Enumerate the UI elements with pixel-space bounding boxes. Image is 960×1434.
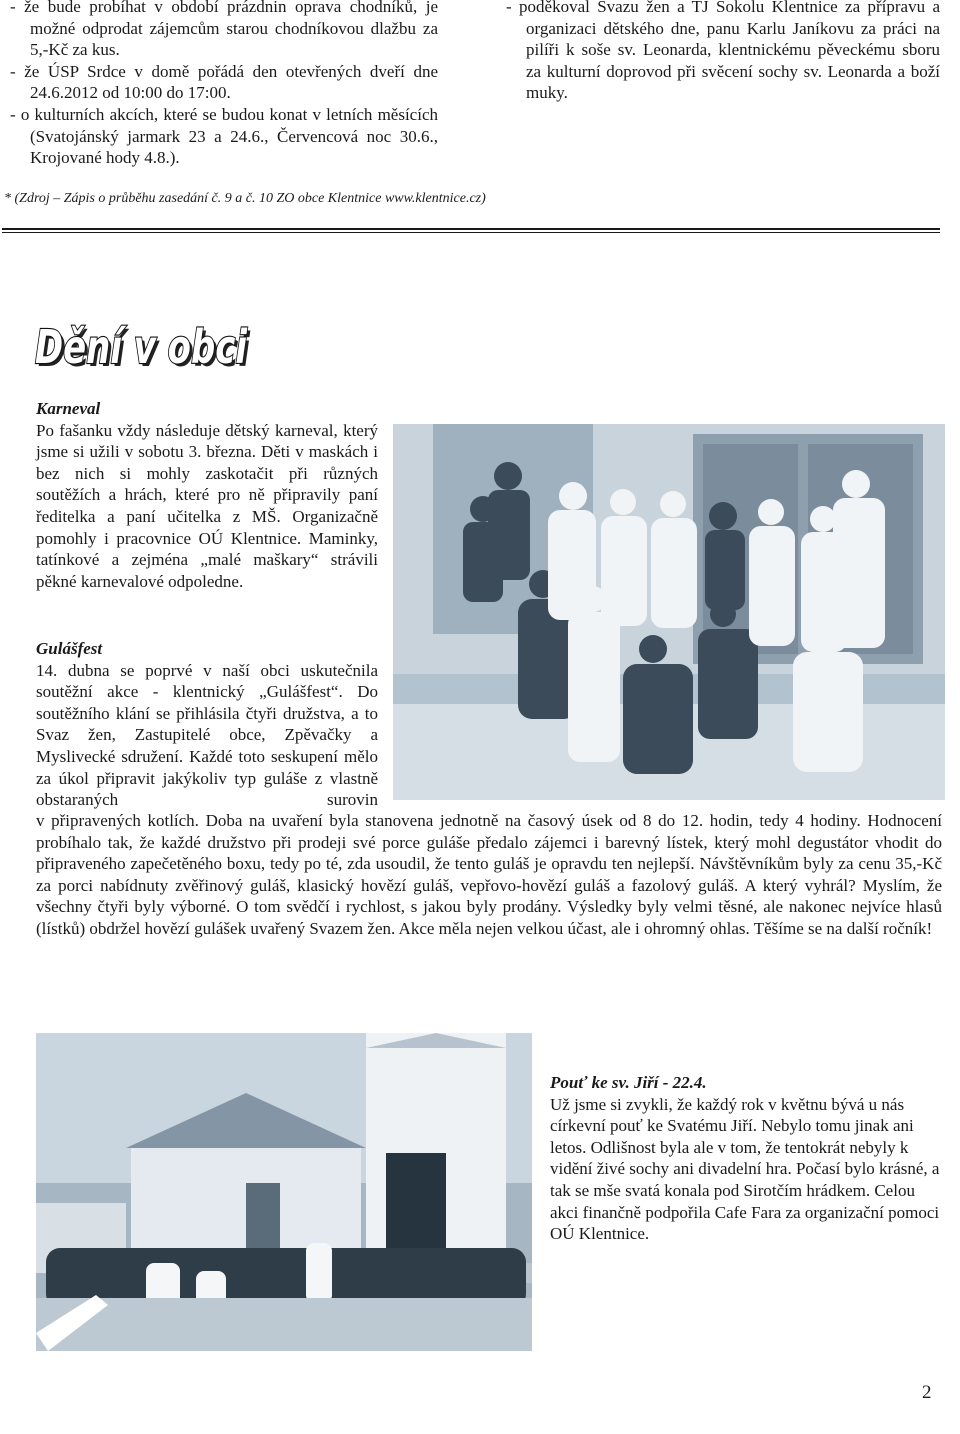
group-photo-image bbox=[393, 424, 945, 800]
list-item: - že ÚSP Srdce v domě pořádá den otevřených dveří dne 24.6.2012 od 10:00 do 17:00. bbox=[10, 61, 438, 103]
church-photo bbox=[36, 1033, 532, 1351]
pout-text: Už jsme si zvykli, že každý rok v květnu bývá u nás církevní pouť ke Svatému Jiří. Nebylo tomu jinak ani letos. Odlišnost byla ale v tom, že tentokrát nebyly k vidění živé sochy ani divadelní hra. Počasí bylo krásné, a tak se mše svatá konala pod Sirotčím hrádkem. Celou akci finančně podpořila Cafe Fara za organizační pomoci OÚ Klentnice. bbox=[550, 1094, 940, 1244]
top-right-list bbox=[500, 0, 940, 104]
church-photo-image bbox=[36, 1033, 532, 1351]
source-note: * (Zdroj – Zápis o průběhu zasedání č. 9 a č. 10 ZO obce Klentnice www.klentnice.cz) bbox=[4, 191, 486, 206]
pout-heading: Pouť ke sv. Jiří - 22.4. bbox=[550, 1073, 707, 1092]
separator-rule bbox=[2, 228, 940, 230]
page-number: 2 bbox=[922, 1382, 932, 1403]
gulasfest-text-full: v připravených kotlích. Doba na uvaření byla stanovena jednotně na časový úsek od 8 do 12. hodin, tedy 4 hodiny. Hodnocení probíhalo tak, že každé družstvo při prodeji své porce guláše předalo zájemci i barevný lístek, který mohl degustátor vhodit do připraveného zapečetěného boxu, tedy po té, zda usoudil, že tento guláš je opravdu ten nejlepší. Návštěvníkům byly za cenu 35,-Kč za porci nabídnuty zvěřinový guláš, klasický hovězí guláš, vepřovo-hovězí guláš a fazolový guláš. A který vyhrál? Myslím, že všechny čtyři byly výborné. O tom svědčí i rychlost, s jakou byly prodány. Výsledky byly velmi těsné, ale nakonec nejvíce hlasů (lístků) obdržel hovězí gulášek uvařený Svazem žen. Akce měla nejen velkou účast, ale i ohromný ohlas. Těšíme se na další ročník! bbox=[36, 811, 942, 938]
top-left-list bbox=[4, 0, 438, 169]
gulasfest-text-column: 14. dubna se poprvé v naší obci uskutečnila soutěžní akce - klentnický „Gulášfest“. Do soutěžního klání se přihlásila čtyři družstva, a to Svaz žen, Zastupitelé obce, Zpěvačky a Myslivecké sdružení. Každé toto seskupení mělo za úkol připravit jakýkoliv typ guláše z vlastně obstaraných surovin bbox=[36, 660, 378, 810]
karneval-text: Po fašanku vždy následuje dětský karneval, který jsme si užili v sobotu 3. března. Děti v maskách i bez nich si mohly zaskotačit při různých soutěžích a hrách, které pro ně připravily paní ředitelka a paní učitelka z MŠ. Organizačně pomohly i pracovnice OÚ Klentnice. Maminky, tatínkové a zejména „malé maškary“ strávili pěkné karnevalové odpoledne. bbox=[36, 420, 378, 591]
list-item: - že bude probíhat v období prázdnin oprava chodníků, je možné odprodat zájemcům starou chodníkovou dlažbu za 5,-Kč za kus. bbox=[10, 0, 438, 60]
section-title bbox=[32, 316, 272, 378]
list-item: - o kulturních akcích, které se budou konat v letních měsících (Svatojánský jarmark 23 a 24.6., Červencová noc 30.6., Krojované hody 4.8.). bbox=[10, 104, 438, 168]
section-title-shadow: Dění v obci bbox=[38, 323, 251, 377]
list-item: - poděkoval Svazu žen a TJ Sokolu Klentnice za přípravu a organizaci dětského dne, panu Karlu Janíkovu za práci na pilíři k soše sv. Leonarda, klentnickému pěveckému sboru za kulturní doprovod při svěcení sochy sv. Leonarda a boží muky. bbox=[506, 0, 940, 103]
section-title-text: Dění v obci bbox=[35, 320, 248, 374]
group-photo bbox=[393, 424, 945, 800]
karneval-section bbox=[36, 398, 378, 592]
karneval-heading: Karneval bbox=[36, 399, 101, 418]
gulasfest-section bbox=[36, 638, 378, 811]
pout-section bbox=[550, 1072, 944, 1245]
gulasfest-heading: Gulášfest bbox=[36, 639, 103, 658]
separator-rule-2 bbox=[2, 232, 940, 233]
